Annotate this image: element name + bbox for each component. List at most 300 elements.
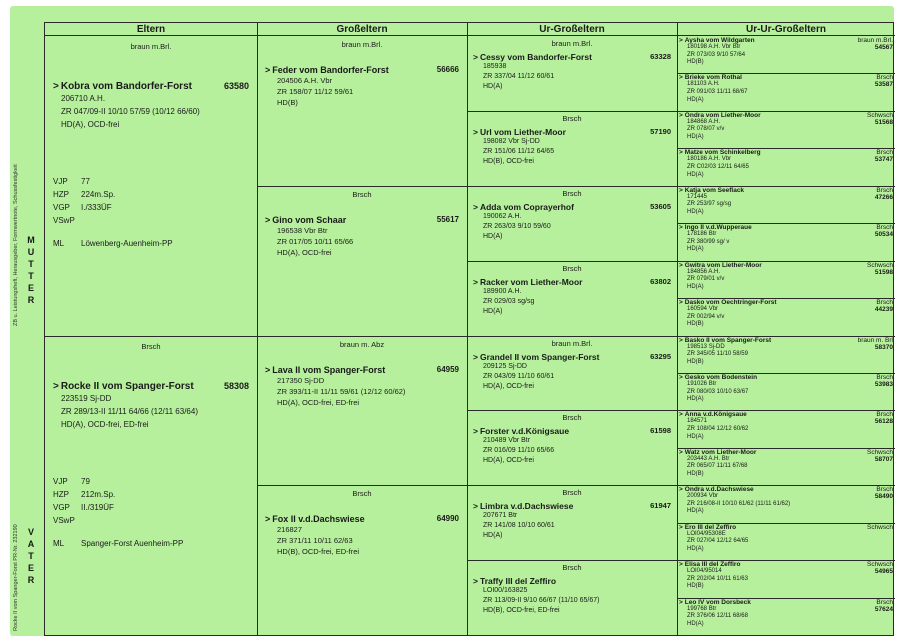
registration-number: 57190 (650, 126, 671, 136)
detail-line: ZR 091/03 11/11 68/67 (687, 89, 748, 96)
detail-row (679, 381, 893, 404)
detail-line: HD(B) (687, 321, 704, 328)
coat-color: Schwsch (866, 448, 893, 456)
registration-number: 58308 (223, 380, 249, 391)
performance-line (53, 514, 249, 527)
detail-line: 171445 (687, 193, 708, 200)
spacer (53, 51, 249, 81)
detail-line: ZR 376/06 12/11 68/68 (687, 613, 748, 620)
coat-color: Brsch (876, 74, 893, 82)
dog-name: > Aysha vom Wildgarten (679, 37, 755, 44)
name-row (473, 202, 671, 212)
arrow-icon: > (473, 126, 478, 137)
performance-key: VSwP (53, 515, 75, 525)
side-label-letter: E (27, 563, 34, 573)
dog-name: > Katja vom Seeflack (679, 186, 745, 194)
detail-line: ZR 029/03 sg/sg (483, 297, 535, 305)
detail-row (679, 568, 893, 591)
great-great-grandparent-cell (677, 598, 895, 635)
registration-number: 47266 (874, 193, 893, 201)
dog-details (265, 225, 459, 258)
arrow-icon: > (679, 336, 683, 344)
dog-details (679, 531, 748, 554)
detail-line: HD(B) (277, 98, 298, 107)
coat-color: Brsch (562, 113, 582, 123)
performance-key: VGP (53, 502, 70, 512)
row-divider (677, 223, 895, 224)
grandparent-cell (257, 36, 467, 186)
detail-line: ZR 202/04 10/11 61/63 (687, 575, 748, 582)
dog-details (679, 44, 745, 67)
side-note-bottom: Rocke II vom Spanger-Forst PR-Nr. 232190 (13, 524, 19, 631)
registration-number: 58490 (874, 493, 893, 501)
performance-value: 77 (81, 177, 90, 186)
name-row (679, 262, 893, 269)
detail-row (679, 194, 893, 217)
detail-line: ZR 017/05 10/11 65/66 (277, 236, 354, 246)
coat-color: Brsch (876, 149, 893, 157)
great-great-grandparent-cell (677, 336, 895, 373)
registration-number: 53747 (874, 156, 893, 164)
coat-color: Brsch (876, 486, 893, 494)
detail-line: HD(A) (687, 396, 704, 403)
detail-line: 209125 Sj-DD (483, 362, 527, 370)
detail-row (679, 456, 893, 479)
great-grandparent-cell (467, 261, 677, 336)
arrow-icon: > (473, 576, 478, 587)
column-ur-grosseltern (467, 36, 677, 635)
dog-details (473, 511, 671, 541)
breeder-key: ML (53, 239, 65, 248)
detail-line: HD(A), OCD-frei (483, 457, 534, 465)
great-grandparent-cell (467, 336, 677, 411)
great-great-grandparent-cell (677, 373, 895, 410)
breeder-value: Spanger-Forst Auenheim-PP (81, 538, 184, 548)
column-ur-ur-grosseltern (677, 36, 895, 635)
registration-number: 63802 (650, 276, 671, 286)
arrow-icon: > (265, 65, 271, 75)
dog-name: > Racker vom Liether-Moor (473, 276, 583, 287)
parent-cell (45, 36, 257, 336)
side-label-letter: T (28, 271, 34, 281)
detail-line: HD(B) (687, 583, 704, 590)
detail-line: ZR 047/09-II 10/10 57/59 (10/12 66/60) (61, 107, 200, 116)
detail-line: HD(A), OCD-frei, ED-frei (277, 397, 360, 407)
detail-line: ZR 080/03 10/10 63/67 (687, 388, 749, 395)
performance-line (53, 214, 249, 227)
side-note-top: ZB u. Leistungsheft, Herausgeber, Formwertnote, Schussfestigkeit (13, 164, 19, 326)
name-row (53, 381, 249, 392)
dog-details (473, 436, 671, 466)
spacer (265, 498, 459, 514)
dog-name: > Forster v.d.Königsaue (473, 426, 570, 437)
side-label-letter: V (27, 527, 34, 537)
row-divider (257, 186, 467, 187)
grandparent-cell (257, 336, 467, 486)
detail-line: ZR 073/03 9/10 57/64 (687, 51, 746, 58)
dog-name: > Anna v.d.Königsaue (679, 411, 747, 419)
detail-line: HD(A), OCD-frei (277, 247, 332, 257)
registration-number: 56666 (436, 65, 459, 74)
breeder-line (53, 537, 249, 550)
dog-details (679, 194, 731, 217)
performance-block (53, 475, 249, 550)
row-divider (45, 336, 257, 337)
dog-name: > Leo IV vom Dorsbeck (679, 598, 751, 606)
registration-number: 64959 (436, 364, 459, 374)
dog-name: > Url vom Liether-Moor (473, 126, 566, 137)
detail-line: ZR 027/04 12/12 64/65 (687, 538, 749, 545)
detail-line: 180198 A.H. Vbr Btr (687, 44, 741, 50)
name-row (679, 37, 893, 44)
row-divider (677, 448, 895, 449)
side-label-letter: T (28, 259, 34, 269)
vater-label (26, 526, 36, 586)
detail-line: 210489 Vbr Btr (483, 437, 531, 445)
dog-details (679, 606, 748, 629)
name-row (679, 486, 893, 493)
row-divider (257, 485, 467, 486)
row-divider (677, 560, 895, 561)
name-row (679, 599, 893, 606)
detail-row (679, 44, 893, 67)
detail-line: 217350 Sj-DD (277, 375, 325, 385)
great-great-grandparent-cell (677, 448, 895, 485)
coat-color: Brsch (876, 411, 893, 419)
dog-name: > Rocke II vom Spanger-Forst (53, 380, 194, 392)
coat-color: Schwsch (866, 523, 893, 531)
side-label-letter: M (27, 235, 35, 245)
name-row (679, 411, 893, 418)
detail-line: HD(A) (687, 171, 704, 178)
detail-line: ZR 016/09 11/10 65/66 (483, 447, 555, 455)
coat-color: Brsch (876, 299, 893, 307)
coat-color: braun m. Abz (339, 339, 385, 349)
coat-color: Brsch (562, 413, 582, 423)
detail-line: LOI04/95014 (687, 568, 722, 575)
great-great-grandparent-cell (677, 186, 895, 223)
row-divider (677, 261, 895, 262)
arrow-icon: > (679, 448, 683, 456)
name-row (473, 127, 671, 137)
row-divider (677, 148, 895, 149)
name-row (679, 337, 893, 344)
performance-value: I./333ÜF (81, 203, 112, 212)
row-divider (677, 373, 895, 374)
detail-line: 185938 (483, 63, 507, 70)
detail-row (679, 493, 893, 516)
performance-key: VSwP (53, 216, 75, 225)
dog-details (679, 381, 748, 404)
detail-line: ZR 079/01 v/v (687, 276, 725, 283)
performance-line (53, 501, 249, 514)
detail-line: HD(A) (483, 83, 503, 90)
coat-color: Brsch (876, 373, 893, 381)
arrow-icon: > (473, 201, 478, 212)
detail-line: ZR 158/07 11/12 59/61 (277, 87, 354, 96)
detail-line: HD(B) (687, 358, 704, 365)
spacer (265, 349, 459, 365)
row-divider (467, 485, 677, 486)
coat-color: Schwsch (866, 261, 893, 269)
detail-line: ZR 141/08 10/10 60/61 (483, 522, 555, 530)
arrow-icon: > (679, 561, 683, 569)
dog-name: > Elisa III del Zeffiro (679, 561, 741, 569)
registration-number: 58370 (874, 343, 893, 351)
great-great-grandparent-cell (677, 223, 895, 260)
detail-line: 198513 Sj-DD (687, 343, 725, 350)
row-divider (467, 560, 677, 561)
detail-row (679, 119, 893, 142)
detail-line: ZR 263/03 9/10 59/60 (483, 222, 551, 230)
row-divider (467, 186, 677, 187)
name-row (679, 524, 893, 531)
performance-line (53, 488, 249, 501)
dog-name: > Cessy vom Bandorfer-Forst (473, 52, 592, 62)
great-grandparent-cell (467, 186, 677, 261)
dog-details (679, 493, 790, 516)
detail-line: 181103 A.H. (687, 81, 720, 88)
row-divider (257, 336, 467, 337)
detail-line: 184571 (687, 418, 708, 425)
header-ur-grosseltern: Ur-Großeltern (467, 23, 677, 36)
great-grandparent-cell (467, 485, 677, 560)
registration-number: 63328 (650, 52, 671, 61)
row-divider (677, 410, 895, 411)
dog-name: > Ondra vom Liether-Moor (679, 111, 761, 119)
dog-details (679, 456, 748, 479)
spacer (53, 227, 249, 237)
detail-line: 206710 A.H. (61, 94, 106, 103)
detail-row (679, 269, 893, 292)
mutter-label (26, 234, 36, 306)
row-divider (467, 410, 677, 411)
dog-name: > Gwitra vom Liether-Moor (679, 261, 762, 269)
row-divider (677, 298, 895, 299)
detail-line: ZR 151/06 11/12 64/65 (483, 147, 555, 155)
name-row (473, 426, 671, 436)
dog-name: > Gino vom Schaar (265, 214, 347, 225)
performance-value: 212m.Sp. (81, 489, 116, 499)
performance-key: HZP (53, 489, 69, 499)
name-row (679, 561, 893, 568)
great-great-grandparent-cell (677, 485, 895, 522)
side-label-letter: E (27, 283, 34, 293)
coat-color: Schwsch (866, 561, 893, 569)
detail-line: HD(A) (687, 508, 704, 515)
arrow-icon: > (679, 261, 683, 269)
detail-line: 160594 Vbr (687, 306, 719, 313)
dog-details (265, 524, 459, 557)
registration-number: 57624 (874, 605, 893, 613)
registration-number: 50534 (874, 231, 893, 239)
arrow-icon: > (679, 224, 683, 232)
detail-line: ZR 345/05 11/10 58/59 (687, 351, 748, 358)
performance-value: II./319ÜF (81, 502, 114, 512)
arrow-icon: > (265, 364, 271, 375)
header-ur-ur-grosseltern: Ur-Ur-Großeltern (677, 23, 895, 36)
dog-details (679, 119, 724, 142)
coat-color: Brsch (562, 263, 582, 273)
dog-name: > Adda vom Coprayerhof (473, 201, 574, 212)
dog-details (473, 62, 671, 92)
dog-name: > Basko II vom Spanger-Forst (679, 336, 772, 344)
detail-line: 203443 A.H. Btr (687, 455, 730, 462)
dog-details (473, 287, 671, 317)
arrow-icon: > (679, 186, 683, 194)
coat-color: Brsch (562, 563, 582, 573)
detail-row (679, 531, 893, 554)
dog-name: > Gesko vom Bodenstein (679, 373, 758, 381)
detail-line: HD(A) (687, 134, 704, 141)
detail-line: HD(A) (687, 96, 704, 103)
great-great-grandparent-cell (677, 111, 895, 148)
dog-name: > Limbra v.d.Dachswiese (473, 501, 574, 512)
detail-row (679, 81, 893, 104)
detail-line: HD(A) (483, 307, 503, 315)
name-row (265, 514, 459, 524)
dog-name: > Kobra vom Bandorfer-Forst (53, 81, 192, 92)
detail-line: ZR 065/07 11/11 67/68 (687, 463, 748, 470)
side-label-letter: R (27, 295, 35, 305)
registration-number: 53605 (650, 201, 671, 211)
detail-line: HD(A) (687, 545, 704, 552)
header-eltern: Eltern (45, 23, 257, 36)
performance-line (53, 201, 249, 214)
performance-line (53, 475, 249, 488)
detail-line: HD(B), OCD-frei, ED-frei (483, 607, 560, 615)
detail-line: LOI04/95308E (687, 530, 726, 537)
arrow-icon: > (265, 514, 271, 525)
breeder-value: Löwenberg-Auenheim-PP (81, 239, 173, 248)
detail-line: 204506 A.H. Vbr (277, 76, 333, 85)
coat-color: Brsch (352, 189, 372, 199)
arrow-icon: > (679, 523, 683, 531)
coat-color: braun m.Brl. (857, 37, 893, 44)
registration-number: 61598 (650, 426, 671, 436)
arrow-icon: > (679, 373, 683, 381)
breeder-key: ML (53, 538, 65, 548)
great-grandparent-cell (467, 111, 677, 186)
breeder-line (53, 237, 249, 250)
great-great-grandparent-cell (677, 261, 895, 298)
great-grandparent-cell (467, 410, 677, 485)
arrow-icon: > (473, 426, 478, 437)
arrow-icon: > (53, 81, 59, 92)
detail-line: 223519 Sj-DD (61, 393, 112, 403)
great-great-grandparent-cell (677, 523, 895, 560)
coat-color: Schwsch (866, 111, 893, 119)
dog-name: > Brieke vom Rothal (679, 74, 742, 82)
coat-color: Brsch (141, 341, 161, 351)
dog-details (473, 362, 671, 392)
detail-line: ZR 337/04 11/12 60/61 (483, 73, 555, 80)
detail-line: 207671 Btr (483, 512, 518, 520)
performance-key: VJP (53, 476, 68, 486)
detail-row (679, 156, 893, 179)
registration-number: 56128 (874, 418, 893, 426)
dog-name: > Dasko vom Oechtringer-Forst (679, 299, 777, 307)
name-row (473, 576, 671, 586)
detail-row (679, 231, 893, 254)
arrow-icon: > (679, 74, 683, 82)
row-divider (677, 186, 895, 187)
spacer (53, 351, 249, 381)
spacer (265, 49, 459, 65)
detail-line: ZR 216/08-II 10/10 61/62 (11/11 61/62) (687, 500, 791, 507)
side-label-letter: A (27, 539, 35, 549)
performance-line (53, 188, 249, 201)
name-row (679, 149, 893, 156)
registration-number: 61947 (650, 501, 671, 511)
detail-line: HD(A) (687, 246, 704, 253)
detail-line: ZR 253/97 sg/sg (687, 201, 732, 208)
detail-line: LOI00/163825 (483, 587, 528, 595)
detail-line: HD(A), OCD-frei (483, 382, 534, 390)
registration-number: 53983 (874, 380, 893, 388)
arrow-icon: > (679, 411, 683, 419)
name-row (265, 365, 459, 375)
coat-color: braun m.Brl. (551, 338, 593, 348)
arrow-icon: > (679, 111, 683, 119)
arrow-icon: > (679, 37, 683, 44)
detail-line: ZR 002/94 v/v (687, 313, 725, 320)
registration-number: 54567 (874, 44, 893, 51)
detail-line: HD(B), OCD-frei (483, 157, 534, 165)
detail-line: ZR 078/07 v/v (687, 126, 725, 133)
great-great-grandparent-cell (677, 298, 895, 335)
great-grandparent-cell (467, 560, 677, 635)
detail-line: 196538 Vbr Btr (277, 225, 328, 235)
name-row (473, 52, 671, 62)
spacer (53, 431, 249, 475)
arrow-icon: > (473, 501, 478, 512)
arrow-icon: > (473, 351, 478, 362)
dog-name: > Ondra v.d.Dachswiese (679, 486, 754, 494)
detail-line: 189900 A.H. (483, 287, 522, 295)
performance-value: 79 (81, 476, 90, 486)
detail-line: ZR 380/99 sg/ v (687, 238, 730, 245)
dog-details (265, 75, 459, 108)
coat-color: Brsch (876, 598, 893, 606)
dog-name: > Fox II v.d.Dachswiese (265, 514, 365, 525)
arrow-icon: > (679, 299, 683, 307)
arrow-icon: > (473, 276, 478, 287)
detail-line: 184856 A.H. (687, 268, 721, 275)
detail-row (679, 344, 893, 367)
registration-number: 54965 (874, 568, 893, 576)
parent-cell (45, 336, 257, 636)
performance-key: VGP (53, 203, 70, 212)
detail-line: ZR 393/11-II 11/11 59/61 (12/12 60/62) (277, 386, 406, 396)
dog-details (679, 156, 749, 179)
column-grosseltern (257, 36, 467, 635)
header-grosseltern: Großeltern (257, 23, 467, 36)
coat-color: Brsch (562, 188, 582, 198)
dog-details (679, 418, 748, 441)
dog-name: > Grandel II vom Spanger-Forst (473, 351, 600, 362)
detail-line: HD(A), OCD-frei, ED-frei (61, 419, 149, 429)
dog-name: > Lava II vom Spanger-Forst (265, 364, 386, 375)
name-row (679, 374, 893, 381)
detail-row (679, 606, 893, 629)
detail-line: ZR C02/03 12/11 64/65 (687, 163, 749, 170)
name-row (473, 352, 671, 362)
registration-number: 63580 (223, 81, 249, 91)
great-great-grandparent-cell (677, 36, 895, 73)
detail-line: HD(A) (687, 208, 704, 215)
dog-details (679, 81, 748, 104)
